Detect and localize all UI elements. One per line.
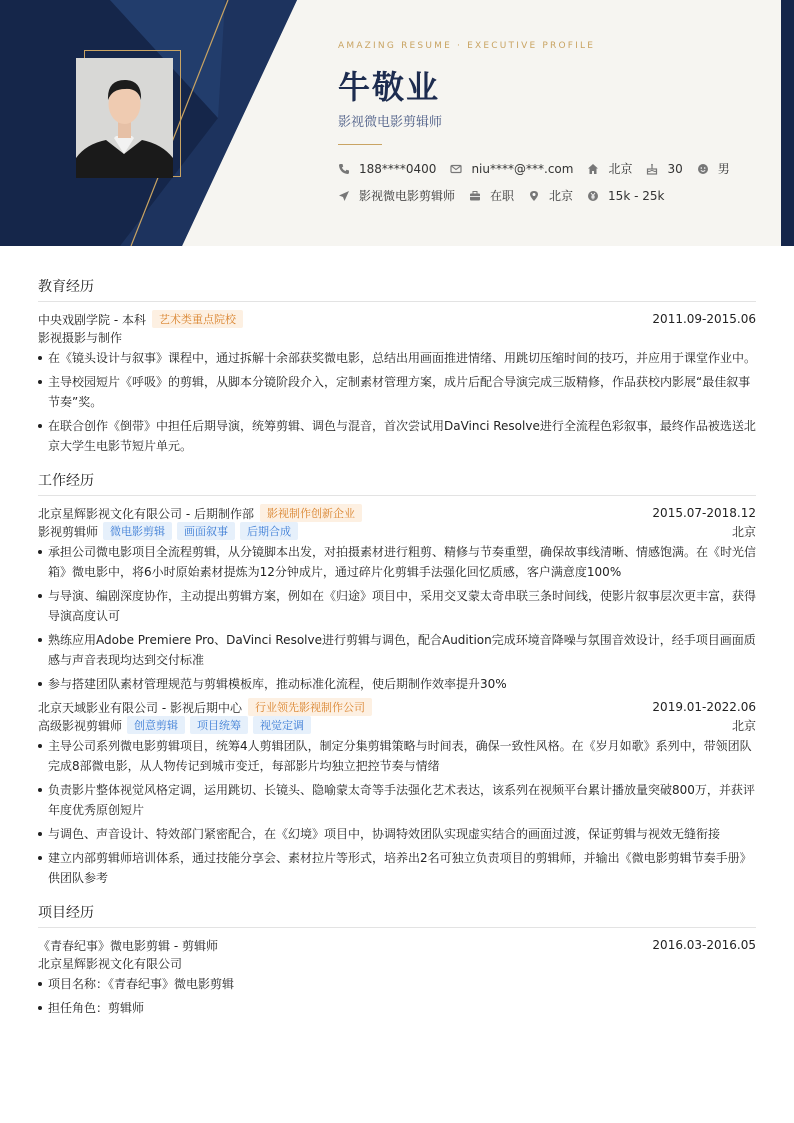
work-bullets bbox=[38, 542, 756, 694]
section-title-work: 工作经历 bbox=[38, 470, 756, 496]
list-item: 在《镜头设计与叙事》课程中，通过拆解十余部获奖微电影，总结出用画面推进情绪、用跳切压缩时间的技巧，并应用于课堂作业中。 bbox=[38, 348, 756, 368]
job-intent-row bbox=[338, 187, 678, 204]
mail-icon bbox=[450, 163, 462, 175]
work-section bbox=[38, 470, 756, 888]
salary-info: 15k - 25k bbox=[587, 189, 664, 203]
briefcase-icon bbox=[469, 190, 481, 202]
list-item: 与导演、编剧深度协作，主动提出剪辑方案，例如在《归途》项目中，采用交叉蒙太奇串联三条时间线，使影片叙事层次更丰富，获得导演高度认可 bbox=[38, 586, 756, 626]
candidate-name: 牛敬业 bbox=[338, 68, 441, 106]
work-entry bbox=[38, 504, 756, 694]
company-name: 北京星辉影视文化有限公司 - 后期制作部 bbox=[38, 506, 254, 521]
project-section bbox=[38, 902, 756, 1018]
list-item: 在联合创作《倒带》中担任后期导演，统筹剪辑、调色与混音，首次尝试用DaVinci Resolve进行全流程色彩叙事，最终作品被选送北京大学生电影节短片单元。 bbox=[38, 416, 756, 456]
age-info: 30 bbox=[646, 162, 682, 176]
section-title-projects: 项目经历 bbox=[38, 902, 756, 928]
contact-row bbox=[338, 160, 744, 177]
email-info: niu****@***.com bbox=[450, 162, 573, 176]
list-item: 与调色、声音设计、特效部门紧密配合，在《幻境》项目中，协调特效团队实现虚实结合的画面过渡，保证剪辑与视效无缝衔接 bbox=[38, 824, 756, 844]
skill-tag: 画面叙事 bbox=[177, 522, 235, 540]
send-icon bbox=[338, 190, 350, 202]
company-tag: 影视制作创新企业 bbox=[260, 504, 362, 522]
gold-divider bbox=[338, 144, 382, 145]
gender-info: 男 bbox=[697, 160, 730, 177]
list-item: 承担公司微电影项目全流程剪辑，从分镜脚本出发，对拍摄素材进行粗剪、精修与节奏重塑，确保故事线清晰、情感饱满。在《时光信箱》微电影中，将6小时原始素材提炼为12分钟成片，通过碎片化剪辑手法强化回忆质感，客户满意度100% bbox=[38, 542, 756, 582]
resume-header bbox=[0, 0, 794, 246]
list-item: 熟练应用Adobe Premiere Pro、DaVinci Resolve进行剪辑与调色，配合Audition完成环境音降噪与氛围音效设计，经手项目画面质感与声音表现均达到交付标准 bbox=[38, 630, 756, 670]
work-city: 北京 bbox=[731, 524, 756, 539]
section-title-education: 教育经历 bbox=[38, 276, 756, 302]
list-item: 负责影片整体视觉风格定调，运用跳切、长镜头、隐喻蒙太奇等手法强化艺术表达，该系列在视频平台累计播放量突破800万，并获评年度优秀原创短片 bbox=[38, 780, 756, 820]
salary-icon bbox=[587, 190, 599, 202]
hometown-info: 北京 bbox=[587, 160, 632, 177]
face-icon bbox=[697, 163, 709, 175]
work-bullets bbox=[38, 736, 756, 888]
list-item: 建立内部剪辑师培训体系，通过技能分享会、素材拉片等形式，培养出2名可独立负责项目的剪辑师，并输出《微电影剪辑节奏手册》供团队参考 bbox=[38, 848, 756, 888]
list-item: 主导公司系列微电影剪辑项目，统筹4人剪辑团队，制定分集剪辑策略与时间表，确保一致性风格。在《岁月如歌》系列中，带领团队完成8部微电影，从人物传记到城市变迁，每部影片均独立把控节奏与情绪 bbox=[38, 736, 756, 776]
project-date: 2016.03-2016.05 bbox=[652, 938, 756, 952]
project-entry bbox=[38, 936, 756, 1018]
role-name: 影视剪辑师 bbox=[38, 524, 99, 539]
education-bullets bbox=[38, 348, 756, 456]
phone-icon bbox=[338, 163, 350, 175]
home-icon bbox=[587, 163, 599, 175]
list-item: 参与搭建团队素材管理规范与剪辑模板库，推动标准化流程，使后期制作效率提升30% bbox=[38, 674, 756, 694]
profile-photo bbox=[76, 58, 173, 178]
project-org: 北京星辉影视文化有限公司 bbox=[38, 956, 183, 971]
school-name: 中央戏剧学院 - 本科 bbox=[38, 312, 146, 327]
header-tagline: AMAZING RESUME · EXECUTIVE PROFILE bbox=[338, 41, 596, 51]
intent-city-info: 北京 bbox=[528, 187, 573, 204]
skill-tag: 视觉定调 bbox=[253, 716, 311, 734]
status-info: 在职 bbox=[469, 187, 514, 204]
header-right-strip bbox=[781, 0, 794, 246]
work-entry bbox=[38, 698, 756, 888]
skill-tag: 项目统筹 bbox=[190, 716, 248, 734]
list-item: 主导校园短片《呼吸》的剪辑，从脚本分镜阶段介入，定制素材管理方案，成片后配合导演完成三版精修，作品获校内影展“最佳叙事节奏”奖。 bbox=[38, 372, 756, 412]
education-entry bbox=[38, 310, 756, 456]
major-name: 影视摄影与制作 bbox=[38, 330, 123, 345]
skill-tag: 创意剪辑 bbox=[127, 716, 185, 734]
intent-position-info: 影视微电影剪辑师 bbox=[338, 187, 455, 204]
role-name: 高级影视剪辑师 bbox=[38, 718, 123, 733]
work-city: 北京 bbox=[731, 718, 756, 733]
location-pin-icon bbox=[528, 190, 540, 202]
project-bullets bbox=[38, 974, 756, 1018]
school-tag: 艺术类重点院校 bbox=[152, 310, 243, 328]
cake-icon bbox=[646, 163, 658, 175]
education-section bbox=[38, 276, 756, 456]
company-tag: 行业领先影视制作公司 bbox=[248, 698, 372, 716]
project-name: 《青春纪事》微电影剪辑 - 剪辑师 bbox=[38, 938, 218, 953]
skill-tag: 后期合成 bbox=[240, 522, 298, 540]
resume-body bbox=[38, 276, 756, 1032]
education-date: 2011.09-2015.06 bbox=[652, 312, 756, 326]
company-name: 北京天域影业有限公司 - 影视后期中心 bbox=[38, 700, 242, 715]
work-date: 2015.07-2018.12 bbox=[652, 506, 756, 520]
candidate-title: 影视微电影剪辑师 bbox=[338, 115, 443, 130]
list-item: 项目名称：《青春纪事》微电影剪辑 bbox=[38, 974, 756, 994]
work-date: 2019.01-2022.06 bbox=[652, 700, 756, 714]
skill-tag: 微电影剪辑 bbox=[103, 522, 172, 540]
phone-info: 188****0400 bbox=[338, 162, 436, 176]
list-item: 担任角色：剪辑师 bbox=[38, 998, 756, 1018]
